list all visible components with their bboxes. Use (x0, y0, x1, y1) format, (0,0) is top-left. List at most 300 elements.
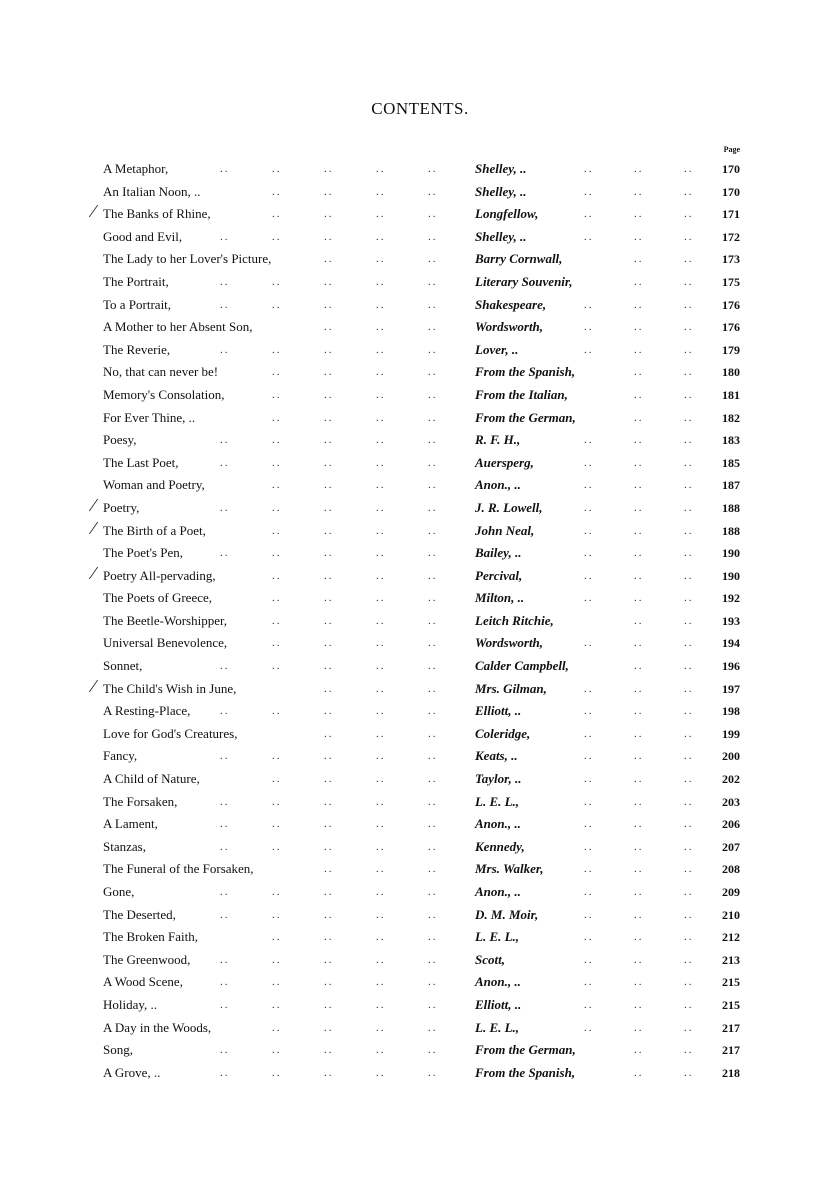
dot-leader: .. (428, 411, 438, 424)
dot-leader: .. (272, 840, 282, 853)
contents-entry (0, 474, 840, 497)
contents-entry (0, 565, 840, 588)
dot-leader: .. (428, 479, 438, 492)
dot-leader: .. (634, 163, 644, 175)
dot-leader: .. (220, 908, 230, 921)
dot-leader: .. (272, 1066, 282, 1079)
dot-leader: .. (220, 660, 230, 673)
dot-leader: .. (684, 388, 694, 401)
entry-title: An Italian Noon, .. (103, 183, 201, 199)
entry-author: Taylor, .. (475, 771, 522, 787)
contents-entry (0, 700, 840, 723)
dot-leader: .. (324, 366, 334, 379)
dot-leader: .. (376, 1044, 386, 1057)
entry-page-number: 206 (722, 817, 740, 832)
dot-leader: .. (684, 569, 694, 582)
dot-leader: .. (634, 366, 644, 379)
entry-author: Auersperg, (475, 454, 534, 470)
dot-leader: .. (634, 727, 644, 740)
dot-leader: .. (684, 298, 694, 311)
dot-leader: .. (684, 953, 694, 966)
dot-leader: .. (272, 750, 282, 763)
entry-title: Woman and Poetry, (103, 477, 205, 493)
dot-leader: .. (584, 185, 594, 198)
dot-leader: .. (324, 682, 334, 695)
entry-title: Poetry, (103, 499, 140, 515)
dot-leader: .. (272, 569, 282, 582)
dot-leader: .. (220, 886, 230, 898)
dot-leader: .. (428, 547, 438, 560)
dot-leader: .. (428, 840, 438, 853)
dot-leader: .. (376, 750, 386, 763)
dot-leader: .. (428, 818, 438, 831)
dot-leader: .. (324, 569, 334, 582)
dot-leader: .. (584, 163, 594, 175)
dot-leader: .. (376, 569, 386, 582)
entry-author: L. E. L., (475, 1019, 520, 1035)
dot-leader: .. (324, 185, 334, 198)
entry-title: A Metaphor, (103, 161, 169, 176)
dot-leader: .. (376, 614, 386, 627)
dot-leader: .. (376, 411, 386, 424)
dot-leader: .. (584, 524, 594, 537)
dot-leader: .. (428, 208, 438, 221)
entry-title: Memory's Consolation, (103, 386, 225, 402)
dot-leader: .. (376, 1021, 386, 1034)
dot-leader: .. (584, 456, 594, 469)
dot-leader: .. (584, 547, 594, 560)
dot-leader: .. (684, 230, 694, 243)
dot-leader: .. (324, 976, 334, 989)
dot-leader: .. (634, 479, 644, 492)
dot-leader: .. (324, 275, 334, 288)
dot-leader: .. (324, 1066, 334, 1079)
dot-leader: .. (428, 795, 438, 808)
dot-leader: .. (272, 1044, 282, 1057)
dot-leader: .. (684, 886, 694, 898)
entry-author: From the Italian, (475, 386, 568, 402)
entry-title: Fancy, (103, 748, 138, 764)
dot-leader: .. (634, 547, 644, 560)
entry-title: A Day in the Woods, (103, 1019, 212, 1035)
dot-leader: .. (376, 682, 386, 695)
dot-leader: .. (272, 163, 282, 175)
dot-leader: .. (634, 1021, 644, 1034)
dot-leader: .. (428, 863, 438, 876)
dot-leader: .. (428, 298, 438, 311)
dot-leader: .. (584, 230, 594, 243)
dot-leader: .. (324, 547, 334, 560)
entry-author: Anon., .. (475, 816, 521, 832)
entry-page-number: 197 (722, 681, 740, 696)
dot-leader: .. (376, 592, 386, 605)
contents-entry (0, 768, 840, 791)
dot-leader: .. (584, 637, 594, 650)
dot-leader: .. (428, 660, 438, 673)
entry-page-number: 179 (722, 342, 740, 357)
entry-author: Anon., .. (475, 884, 521, 899)
entry-page-number: 199 (722, 726, 740, 741)
entry-title: A Wood Scene, (103, 974, 183, 990)
dot-leader: .. (584, 931, 594, 944)
dot-leader: .. (324, 524, 334, 537)
dot-leader: .. (220, 976, 230, 989)
dot-leader: .. (272, 953, 282, 966)
dot-leader: .. (684, 931, 694, 944)
contents-entry (0, 271, 840, 294)
dot-leader: .. (376, 863, 386, 876)
dot-leader: .. (584, 592, 594, 605)
entry-page-number: 202 (722, 772, 740, 787)
entry-page-number: 182 (722, 410, 740, 425)
dot-leader: .. (272, 456, 282, 469)
entry-title: The Reverie, (103, 341, 171, 357)
dot-leader: .. (684, 705, 694, 718)
contents-entry (0, 452, 840, 475)
dot-leader: .. (272, 886, 282, 898)
dot-leader: .. (428, 456, 438, 469)
dot-leader: .. (376, 840, 386, 853)
entry-title: The Beetle-Worshipper, (103, 612, 228, 628)
dot-leader: .. (634, 908, 644, 921)
entry-author: Keats, .. (475, 748, 518, 764)
dot-leader: .. (324, 501, 334, 514)
dot-leader: .. (428, 976, 438, 989)
contents-entry (0, 361, 840, 384)
dot-leader: .. (324, 614, 334, 627)
dot-leader: .. (634, 1044, 644, 1057)
dot-leader: .. (272, 660, 282, 673)
dot-leader: .. (220, 750, 230, 763)
dot-leader: .. (220, 456, 230, 469)
dot-leader: .. (324, 479, 334, 492)
entry-page-number: 188 (722, 523, 740, 538)
contents-entry (0, 407, 840, 430)
dot-leader: .. (376, 275, 386, 288)
dot-leader: .. (684, 795, 694, 808)
dot-leader: .. (272, 411, 282, 424)
dot-leader: .. (584, 863, 594, 876)
entry-title: A Grove, .. (103, 1064, 161, 1080)
dot-leader: .. (272, 1021, 282, 1034)
dot-leader: .. (324, 343, 334, 356)
dot-leader: .. (272, 501, 282, 514)
dot-leader: .. (634, 501, 644, 514)
dot-leader: .. (634, 230, 644, 243)
entry-author: Elliott, .. (475, 996, 522, 1012)
dot-leader: .. (428, 253, 438, 266)
dot-leader: .. (324, 908, 334, 921)
dot-leader: .. (324, 208, 334, 221)
dot-leader: .. (428, 592, 438, 605)
dot-leader: .. (634, 343, 644, 356)
contents-entry (0, 949, 840, 972)
dot-leader: .. (684, 863, 694, 876)
dot-leader: .. (220, 230, 230, 243)
dot-leader: .. (684, 682, 694, 695)
dot-leader: .. (684, 185, 694, 198)
contents-entry (0, 813, 840, 836)
dot-leader: .. (376, 230, 386, 243)
entry-author: L. E. L., (475, 929, 520, 945)
dot-leader: .. (272, 998, 282, 1011)
dot-leader: .. (376, 434, 386, 447)
dot-leader: .. (220, 343, 230, 356)
entry-title: A Child of Nature, (103, 771, 200, 787)
dot-leader: .. (634, 773, 644, 786)
dot-leader: .. (272, 931, 282, 944)
contents-entry (0, 497, 840, 520)
dot-leader: .. (684, 321, 694, 334)
dot-leader: .. (324, 1021, 334, 1034)
dot-leader: .. (324, 863, 334, 876)
dot-leader: .. (684, 366, 694, 379)
dot-leader: .. (272, 524, 282, 537)
dot-leader: .. (584, 773, 594, 786)
entry-page-number: 170 (722, 162, 740, 176)
entry-author: Longfellow, (475, 206, 539, 222)
contents-entry (0, 226, 840, 249)
dot-leader: .. (428, 953, 438, 966)
dot-leader: .. (220, 705, 230, 718)
dot-leader: .. (220, 1066, 230, 1079)
dot-leader: .. (272, 298, 282, 311)
entry-title: A Resting-Place, (103, 703, 191, 719)
dot-leader: .. (428, 750, 438, 763)
entry-author: Calder Campbell, (475, 658, 569, 674)
dot-leader: .. (324, 795, 334, 808)
dot-leader: .. (584, 343, 594, 356)
entry-title: Universal Benevolence, (103, 635, 228, 651)
entry-title: The Greenwood, (103, 951, 191, 967)
entry-author: Leitch Ritchie, (475, 612, 554, 628)
contents-entry (0, 542, 840, 565)
dot-leader: .. (584, 321, 594, 334)
dot-leader: .. (584, 682, 594, 695)
entry-author: Barry Cornwall, (475, 251, 563, 267)
entry-title: Stanzas, (103, 838, 146, 854)
dot-leader: .. (634, 976, 644, 989)
dot-leader: .. (634, 863, 644, 876)
entry-author: Lover, .. (475, 341, 519, 357)
dot-leader: .. (376, 388, 386, 401)
dot-leader: .. (272, 366, 282, 379)
dot-leader: .. (684, 773, 694, 786)
entry-title: The Last Poet, (103, 454, 179, 470)
dot-leader: .. (324, 637, 334, 650)
dot-leader: .. (428, 1044, 438, 1057)
dot-leader: .. (634, 388, 644, 401)
dot-leader: .. (584, 840, 594, 853)
entry-page-number: 173 (722, 252, 740, 267)
entry-title: For Ever Thine, .. (103, 409, 196, 425)
dot-leader: .. (634, 998, 644, 1011)
entry-author: Wordsworth, (475, 635, 544, 651)
entry-page-number: 218 (722, 1065, 740, 1080)
contents-entry (0, 294, 840, 317)
contents-entry (0, 384, 840, 407)
dot-leader: .. (220, 953, 230, 966)
dot-leader: .. (324, 388, 334, 401)
entry-page-number: 203 (722, 794, 740, 809)
contents-entry (0, 203, 840, 226)
dot-leader: .. (684, 750, 694, 763)
contents-entry (0, 632, 840, 655)
entry-page-number: 185 (722, 455, 740, 470)
entry-page-number: 176 (722, 297, 740, 312)
dot-leader: .. (324, 840, 334, 853)
contents-entry (0, 926, 840, 949)
entry-page-number: 181 (722, 387, 740, 402)
dot-leader: .. (376, 705, 386, 718)
entry-author: Anon., .. (475, 974, 521, 990)
dot-leader: .. (428, 637, 438, 650)
dot-leader: .. (634, 592, 644, 605)
entry-author: Elliott, .. (475, 703, 522, 719)
dot-leader: .. (272, 592, 282, 605)
dot-leader: .. (684, 547, 694, 560)
dot-leader: .. (634, 750, 644, 763)
dot-leader: .. (272, 637, 282, 650)
dot-leader: .. (428, 931, 438, 944)
dot-leader: .. (220, 1044, 230, 1057)
dot-leader: .. (272, 434, 282, 447)
entry-author: Mrs. Walker, (475, 861, 544, 877)
dot-leader: .. (634, 411, 644, 424)
entry-title: Gone, (103, 884, 135, 899)
dot-leader: .. (324, 886, 334, 898)
dot-leader: .. (324, 411, 334, 424)
entry-title: Holiday, .. (103, 996, 158, 1012)
contents-entry (0, 520, 840, 543)
contents-entry (0, 881, 840, 904)
dot-leader: .. (634, 569, 644, 582)
dot-leader: .. (376, 931, 386, 944)
dot-leader: .. (272, 976, 282, 989)
dot-leader: .. (428, 773, 438, 786)
dot-leader: .. (584, 727, 594, 740)
dot-leader: .. (272, 479, 282, 492)
entry-page-number: 176 (722, 320, 740, 335)
entry-page-number: 188 (722, 500, 740, 515)
contents-entry (0, 745, 840, 768)
dot-leader: .. (324, 163, 334, 175)
dot-leader: .. (428, 185, 438, 198)
entry-author: Shelley, .. (475, 183, 527, 199)
dot-leader: .. (634, 818, 644, 831)
entry-title: The Lady to her Lover's Picture, (103, 251, 272, 267)
dot-leader: .. (376, 773, 386, 786)
dot-leader: .. (220, 501, 230, 514)
dot-leader: .. (634, 275, 644, 288)
dot-leader: .. (684, 208, 694, 221)
dot-leader: .. (324, 434, 334, 447)
entry-author: From the German, (475, 409, 576, 425)
dot-leader: .. (684, 998, 694, 1011)
dot-leader: .. (428, 230, 438, 243)
contents-entry (0, 904, 840, 927)
contents-entry (0, 994, 840, 1017)
dot-leader: .. (634, 208, 644, 221)
dot-leader: .. (684, 343, 694, 356)
dot-leader: .. (584, 750, 594, 763)
entry-title: Poetry All-pervading, (103, 567, 216, 583)
dot-leader: .. (220, 795, 230, 808)
dot-leader: .. (428, 1021, 438, 1034)
entry-title: The Forsaken, (103, 793, 178, 809)
contents-entry (0, 791, 840, 814)
entry-page-number: 170 (722, 184, 740, 199)
entry-page-number: 190 (722, 568, 740, 583)
dot-leader: .. (376, 795, 386, 808)
contents-entry (0, 971, 840, 994)
contents-entry (0, 181, 840, 204)
entry-page-number: 215 (722, 997, 740, 1012)
dot-leader: .. (584, 795, 594, 808)
dot-leader: .. (428, 727, 438, 740)
dot-leader: .. (684, 479, 694, 492)
entry-author: Bailey, .. (475, 545, 522, 561)
dot-leader: .. (376, 501, 386, 514)
dot-leader: .. (684, 434, 694, 447)
entry-page-number: 180 (722, 365, 740, 380)
dot-leader: .. (428, 524, 438, 537)
dot-leader: .. (684, 501, 694, 514)
dot-leader: .. (428, 998, 438, 1011)
entry-author: Coleridge, (475, 725, 531, 741)
dot-leader: .. (272, 818, 282, 831)
dot-leader: .. (584, 298, 594, 311)
dot-leader: .. (428, 321, 438, 334)
dot-leader: .. (428, 501, 438, 514)
contents-entry (0, 316, 840, 339)
entry-page-number: 190 (722, 546, 740, 561)
dot-leader: .. (634, 253, 644, 266)
dot-leader: .. (634, 298, 644, 311)
entry-author: Kennedy, (475, 838, 525, 854)
entry-page-number: 183 (722, 433, 740, 448)
contents-entry (0, 158, 840, 181)
dot-leader: .. (272, 343, 282, 356)
dot-leader: .. (376, 321, 386, 334)
dot-leader: .. (272, 230, 282, 243)
dot-leader: .. (324, 953, 334, 966)
contents-entry (0, 248, 840, 271)
dot-leader: .. (584, 886, 594, 898)
contents-entry (0, 836, 840, 859)
contents-entry (0, 429, 840, 452)
contents-entry (0, 858, 840, 881)
dot-leader: .. (684, 660, 694, 673)
entry-title: The Poet's Pen, (103, 545, 183, 561)
dot-leader: .. (376, 660, 386, 673)
dot-leader: .. (376, 953, 386, 966)
entry-page-number: 217 (722, 1043, 740, 1058)
dot-leader: .. (376, 253, 386, 266)
dot-leader: .. (634, 434, 644, 447)
dot-leader: .. (634, 886, 644, 898)
dot-leader: .. (584, 569, 594, 582)
contents-entry (0, 723, 840, 746)
dot-leader: .. (584, 705, 594, 718)
dot-leader: .. (324, 660, 334, 673)
entry-page-number: 172 (722, 229, 740, 244)
dot-leader: .. (272, 614, 282, 627)
dot-leader: .. (584, 953, 594, 966)
dot-leader: .. (220, 298, 230, 311)
entry-title: Good and Evil, (103, 228, 183, 244)
dot-leader: .. (428, 682, 438, 695)
